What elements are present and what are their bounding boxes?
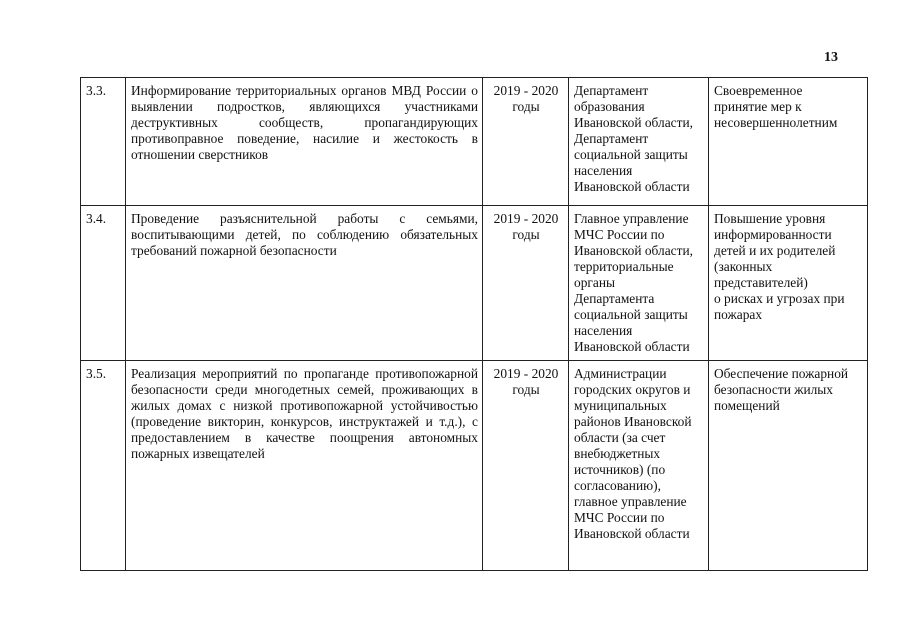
- executor-line: МЧС России по: [574, 227, 665, 242]
- measures-table: [80, 77, 868, 571]
- result-line: детей и их родителей: [714, 243, 836, 258]
- executor-line: городских округов и: [574, 382, 691, 397]
- executor: [569, 361, 709, 571]
- executor-line: образования: [574, 99, 645, 114]
- executor-line: социальной защиты: [574, 147, 688, 162]
- page-number: 13: [824, 50, 838, 65]
- result-line: о рисках и угрозах при: [714, 291, 845, 306]
- executor-line: Ивановской области: [574, 179, 690, 194]
- row-number: 3.3.: [81, 78, 126, 206]
- executor-line: МЧС России по: [574, 510, 665, 525]
- result-line: безопасности жилых: [714, 382, 833, 397]
- executor-line: социальной защиты: [574, 307, 688, 322]
- expected-result: [709, 206, 868, 361]
- executor-line: территориальные: [574, 259, 674, 274]
- executor-line: муниципальных: [574, 398, 667, 413]
- executor-line: Департамента: [574, 291, 655, 306]
- executor-line: Департамент: [574, 131, 649, 146]
- executor-line: Ивановской области: [574, 526, 690, 541]
- executor-line: внебюджетных: [574, 446, 661, 461]
- result-line: Повышение уровня: [714, 211, 826, 226]
- executor-line: Ивановской области: [574, 339, 690, 354]
- executor: [569, 78, 709, 206]
- measure-description: Проведение разъяснительной работы с семьями, воспитывающими детей, по соблюдению обязательных требований пожарной безопасности: [126, 206, 483, 361]
- table-row: [81, 78, 868, 206]
- executor-line: населения: [574, 323, 633, 338]
- result-line: пожарах: [714, 307, 763, 322]
- executor-line: источников) (по: [574, 462, 666, 477]
- table-row: [81, 361, 868, 571]
- executor-line: населения: [574, 163, 633, 178]
- executor-line: Ивановской области,: [574, 115, 693, 130]
- result-line: Обеспечение пожарной: [714, 366, 849, 381]
- row-number: 3.5.: [81, 361, 126, 571]
- result-line: принятие мер к: [714, 99, 802, 114]
- period: 2019 - 2020 годы: [483, 206, 569, 361]
- result-line: несовершеннолетним: [714, 115, 838, 130]
- result-line: информированности: [714, 227, 832, 242]
- measure-description: Информирование территориальных органов МВД России о выявлении подростков, являющихся участниками деструктивных сообществ, пропагандирующих противоправное поведение, насилие и жестокость в отношении сверстников: [126, 78, 483, 206]
- expected-result: [709, 78, 868, 206]
- executor-line: согласованию),: [574, 478, 661, 493]
- table-row: [81, 206, 868, 361]
- executor-line: органы: [574, 275, 615, 290]
- executor-line: районов Ивановской: [574, 414, 692, 429]
- expected-result: [709, 361, 868, 571]
- period: 2019 - 2020 годы: [483, 78, 569, 206]
- period: 2019 - 2020 годы: [483, 361, 569, 571]
- executor: [569, 206, 709, 361]
- executor-line: главное управление: [574, 494, 687, 509]
- executor-line: Главное управление: [574, 211, 689, 226]
- executor-line: Ивановской области,: [574, 243, 693, 258]
- result-line: представителей): [714, 275, 808, 290]
- executor-line: области (за счет: [574, 430, 666, 445]
- executor-line: Департамент: [574, 83, 649, 98]
- measure-description: Реализация мероприятий по пропаганде противопожарной безопасности среди многодетных семей, проживающих в жилых домах с низкой противопожарной устойчивостью (проведение викторин, конкурсов, инструктажей и т.д.), с предоставлением в качестве поощрения автономных пожарных извещателей: [126, 361, 483, 571]
- result-line: Своевременное: [714, 83, 803, 98]
- result-line: (законных: [714, 259, 773, 274]
- row-number: 3.4.: [81, 206, 126, 361]
- executor-line: Администрации: [574, 366, 667, 381]
- result-line: помещений: [714, 398, 780, 413]
